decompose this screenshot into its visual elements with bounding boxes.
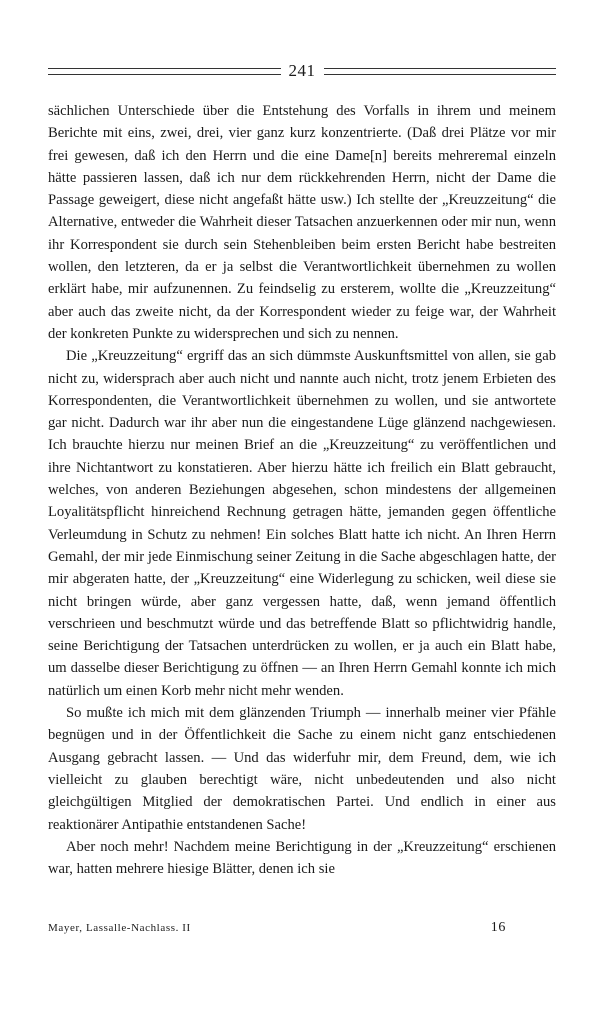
header-rule-left (48, 68, 281, 75)
body-text (48, 100, 556, 880)
page-footer (48, 920, 556, 936)
sheet-number: 16 (490, 920, 506, 935)
page-number: 241 (288, 61, 316, 80)
paragraph: sächlichen Unterschiede über die Entstehung des Vorfalls in ihrem und meinem Berichte mit eins, zwei, drei, vier ganz kurz konzentrierte. (Daß drei Plätze vor mir frei gewesen, daß ich den Herrn und die eine Dame[n] bereits mehreremal einzeln hätte passieren lassen, daß ich nur dem rückkehrenden Herrn, nicht der Dame die Passage geweigert, diese nicht angefaßt hätte usw.) Ich stellte der „Kreuzzeitung“ die Alternative, entweder die Wahrheit dieser Tatsachen anzuerkennen oder mir nun, wenn ihr Korrespondent sie durch sein Stehenbleiben beim ersten Bericht habe bestreiten wollen, den letzteren, da er ja selbst die Verantwortlichkeit übernehmen zu wollen erklärt habe, mir aufzunennen. Zu feindselig zu ersterem, wollte die „Kreuzzeitung“ aber auch das zweite nicht, da der Korrespondent wieder zu feige war, der Wahrheit der konkreten Punkte zu widersprechen und sich zu nennen. (48, 103, 556, 342)
paragraph: Aber noch mehr! Nachdem meine Berichtigung in der „Kreuzzeitung“ erschienen war, hatten mehrere hiesige Blätter, denen ich sie (48, 838, 556, 878)
paragraph: Die „Kreuzzeitung“ ergriff das an sich dümmste Auskunftsmittel von allen, sie gab nicht zu, widersprach aber auch nicht und nannte auch nicht, trotz jenem Erbieten des Korrespondenten, die Verantwortlichkeit übernehmen zu wollen, und sie antwortete gar nicht. Dadurch war ihr aber nun die eingestandene Lüge glänzend nachgewiesen. Ich brauchte hierzu nur meinen Brief an die „Kreuzzeitung“ zu veröffentlichen und ihre Nichtantwort zu konstatieren. Aber hierzu hätte ich freilich ein Blatt gebraucht, welches, von anderen Beziehungen abgesehen, schon mindestens der allgemeinen Loyalitätspflicht hinreichend Rechnung getragen hätte, jemanden gegen öffentliche Verleumdung in Schutz zu nehmen! Ein solches Blatt hatte ich nicht. An Ihren Herrn Gemahl, der mir jede Einmischung seiner Zeitung in die Sache abgeschlagen hatte, der mir abgeraten hatte, der „Kreuzzeitung“ eine Widerlegung zu schicken, weil diese sie nicht bringen würde, aber ganz vergessen hatte, daß, wenn jemand öffentlich verschrieen und beschmutzt würde und das betreffende Blatt so pflichtwidrig handle, seine Berichtigung der Tatsachen unterdrücken zu wollen, er ja auch ein Blatt habe, um dasselbe dieser Berichtigung zu öffnen — an Ihren Herrn Gemahl konnte ich mich natürlich um einen Korb mehr nicht mehr wenden. (48, 348, 556, 699)
footer-signature: Mayer, Lassalle-Nachlass. II (48, 922, 191, 934)
paragraph: So mußte ich mich mit dem glänzenden Triumph — innerhalb meiner vier Pfähle begnügen und in der Öffentlichkeit die Sache zu einem nicht ganz entschiedenen Ausgang gebracht lassen. — Und das widerfuhr mir, dem Freund, dem, wie ich vielleicht zu glauben berechtigt wäre, nicht unbedeutenden und also nicht gleichgültigen Mitglied der demokratischen Partei. Und endlich in einer aus reaktionärer Antipathie entstandenen Sache! (48, 705, 556, 833)
page-header (48, 60, 556, 82)
header-rule-right (324, 68, 557, 75)
